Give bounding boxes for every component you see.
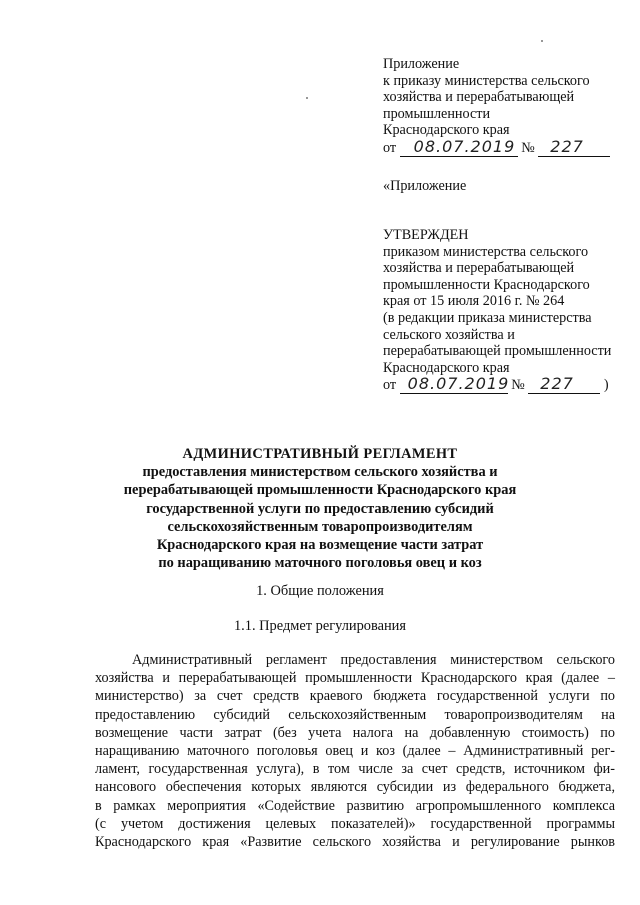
quote-appendix: «Приложение <box>383 178 467 194</box>
appendix-line: промышленности <box>383 105 491 122</box>
title-line: по наращиванию маточного поголовья овец и коз <box>158 555 482 572</box>
approved-heading: УТВЕРЖДЕН <box>383 227 469 243</box>
document-title <box>80 445 560 572</box>
approved-block <box>383 227 633 394</box>
body-line: ламент, государственная услуга), в том числе за счет средств, источником фи- <box>95 761 615 778</box>
body-line: возмещение части затрат (без учета налога на добавленную стоимость) по <box>95 724 615 741</box>
approved-line: сельского хозяйства и <box>383 326 515 343</box>
approved-line: хозяйства и перерабатывающей <box>383 260 575 277</box>
title-line: перерабатывающей промышленности Краснодарского края <box>123 482 517 499</box>
body-line: наращиванию маточного поголовья овец и коз (далее – Административный рег- <box>95 743 615 760</box>
approved-line: приказом министерства сельского <box>383 243 589 260</box>
handwritten-date: 08.07.2019 <box>400 139 518 157</box>
appendix-line: хозяйства и перерабатывающей <box>383 89 575 106</box>
approved-line: промышленности Краснодарского <box>383 276 590 293</box>
number-prefix: № <box>521 139 535 156</box>
title-line: сельскохозяйственным товаропроизводителям <box>167 518 473 535</box>
body-line: нансового обеспечения которых являются субсидии из федерального бюджета, <box>95 779 615 796</box>
body-line: предоставлению субсидий сельскохозяйственным товаропроизводителям на <box>95 706 615 723</box>
scan-speck <box>541 40 543 42</box>
subsection-heading: 1.1. Предмет регулирования <box>233 618 406 634</box>
section-heading: 1. Общие положения <box>256 583 384 599</box>
approved-line: перерабатывающей промышленности <box>383 343 612 360</box>
body-paragraph <box>95 651 615 851</box>
title-line: предоставления министерством сельского хозяйства и <box>142 464 498 481</box>
body-line: (с учетом достижения целевых показателей)» государственной программы <box>95 815 615 832</box>
body-line: Краснодарского края «Развитие сельского хозяйства и регулирование рынков <box>95 834 615 851</box>
appendix-date-line <box>383 136 633 157</box>
approved-date-line <box>383 376 633 394</box>
title-main: АДМИНИСТРАТИВНЫЙ РЕГЛАМЕНТ <box>182 446 458 462</box>
closing-paren: ) <box>603 377 609 394</box>
title-line: Краснодарского края на возмещение части затрат <box>156 537 484 554</box>
approved-line: Краснодарского края <box>383 359 510 376</box>
handwritten-date: 08.07.2019 <box>400 376 508 394</box>
handwritten-number: 227 <box>538 139 610 157</box>
date-prefix: от <box>383 139 397 156</box>
appendix-line: Приложение <box>383 56 460 72</box>
body-line: Административный регламент предоставления министерством сельского <box>132 652 615 668</box>
body-line: хозяйства и перерабатывающей промышленности Краснодарского края (далее – <box>95 670 615 687</box>
body-line: министерство) за счет средств краевого бюджета государственной услуги по <box>95 688 615 705</box>
appendix-block <box>383 56 633 157</box>
appendix-line: к приказу министерства сельского <box>383 72 590 89</box>
handwritten-number: 227 <box>528 376 600 394</box>
title-line: государственной услуги по предоставлению субсидий <box>146 500 494 517</box>
number-prefix: № <box>511 377 525 394</box>
date-prefix: от <box>383 377 397 394</box>
scan-speck <box>306 97 308 99</box>
body-line: в рамках мероприятия «Содействие развитию агропромышленного комплекса <box>95 797 615 814</box>
appendix-line: Краснодарского края <box>383 122 510 139</box>
approved-line: (в редакции приказа министерства <box>383 309 592 326</box>
approved-line: края от 15 июля 2016 г. № 264 <box>383 293 565 310</box>
